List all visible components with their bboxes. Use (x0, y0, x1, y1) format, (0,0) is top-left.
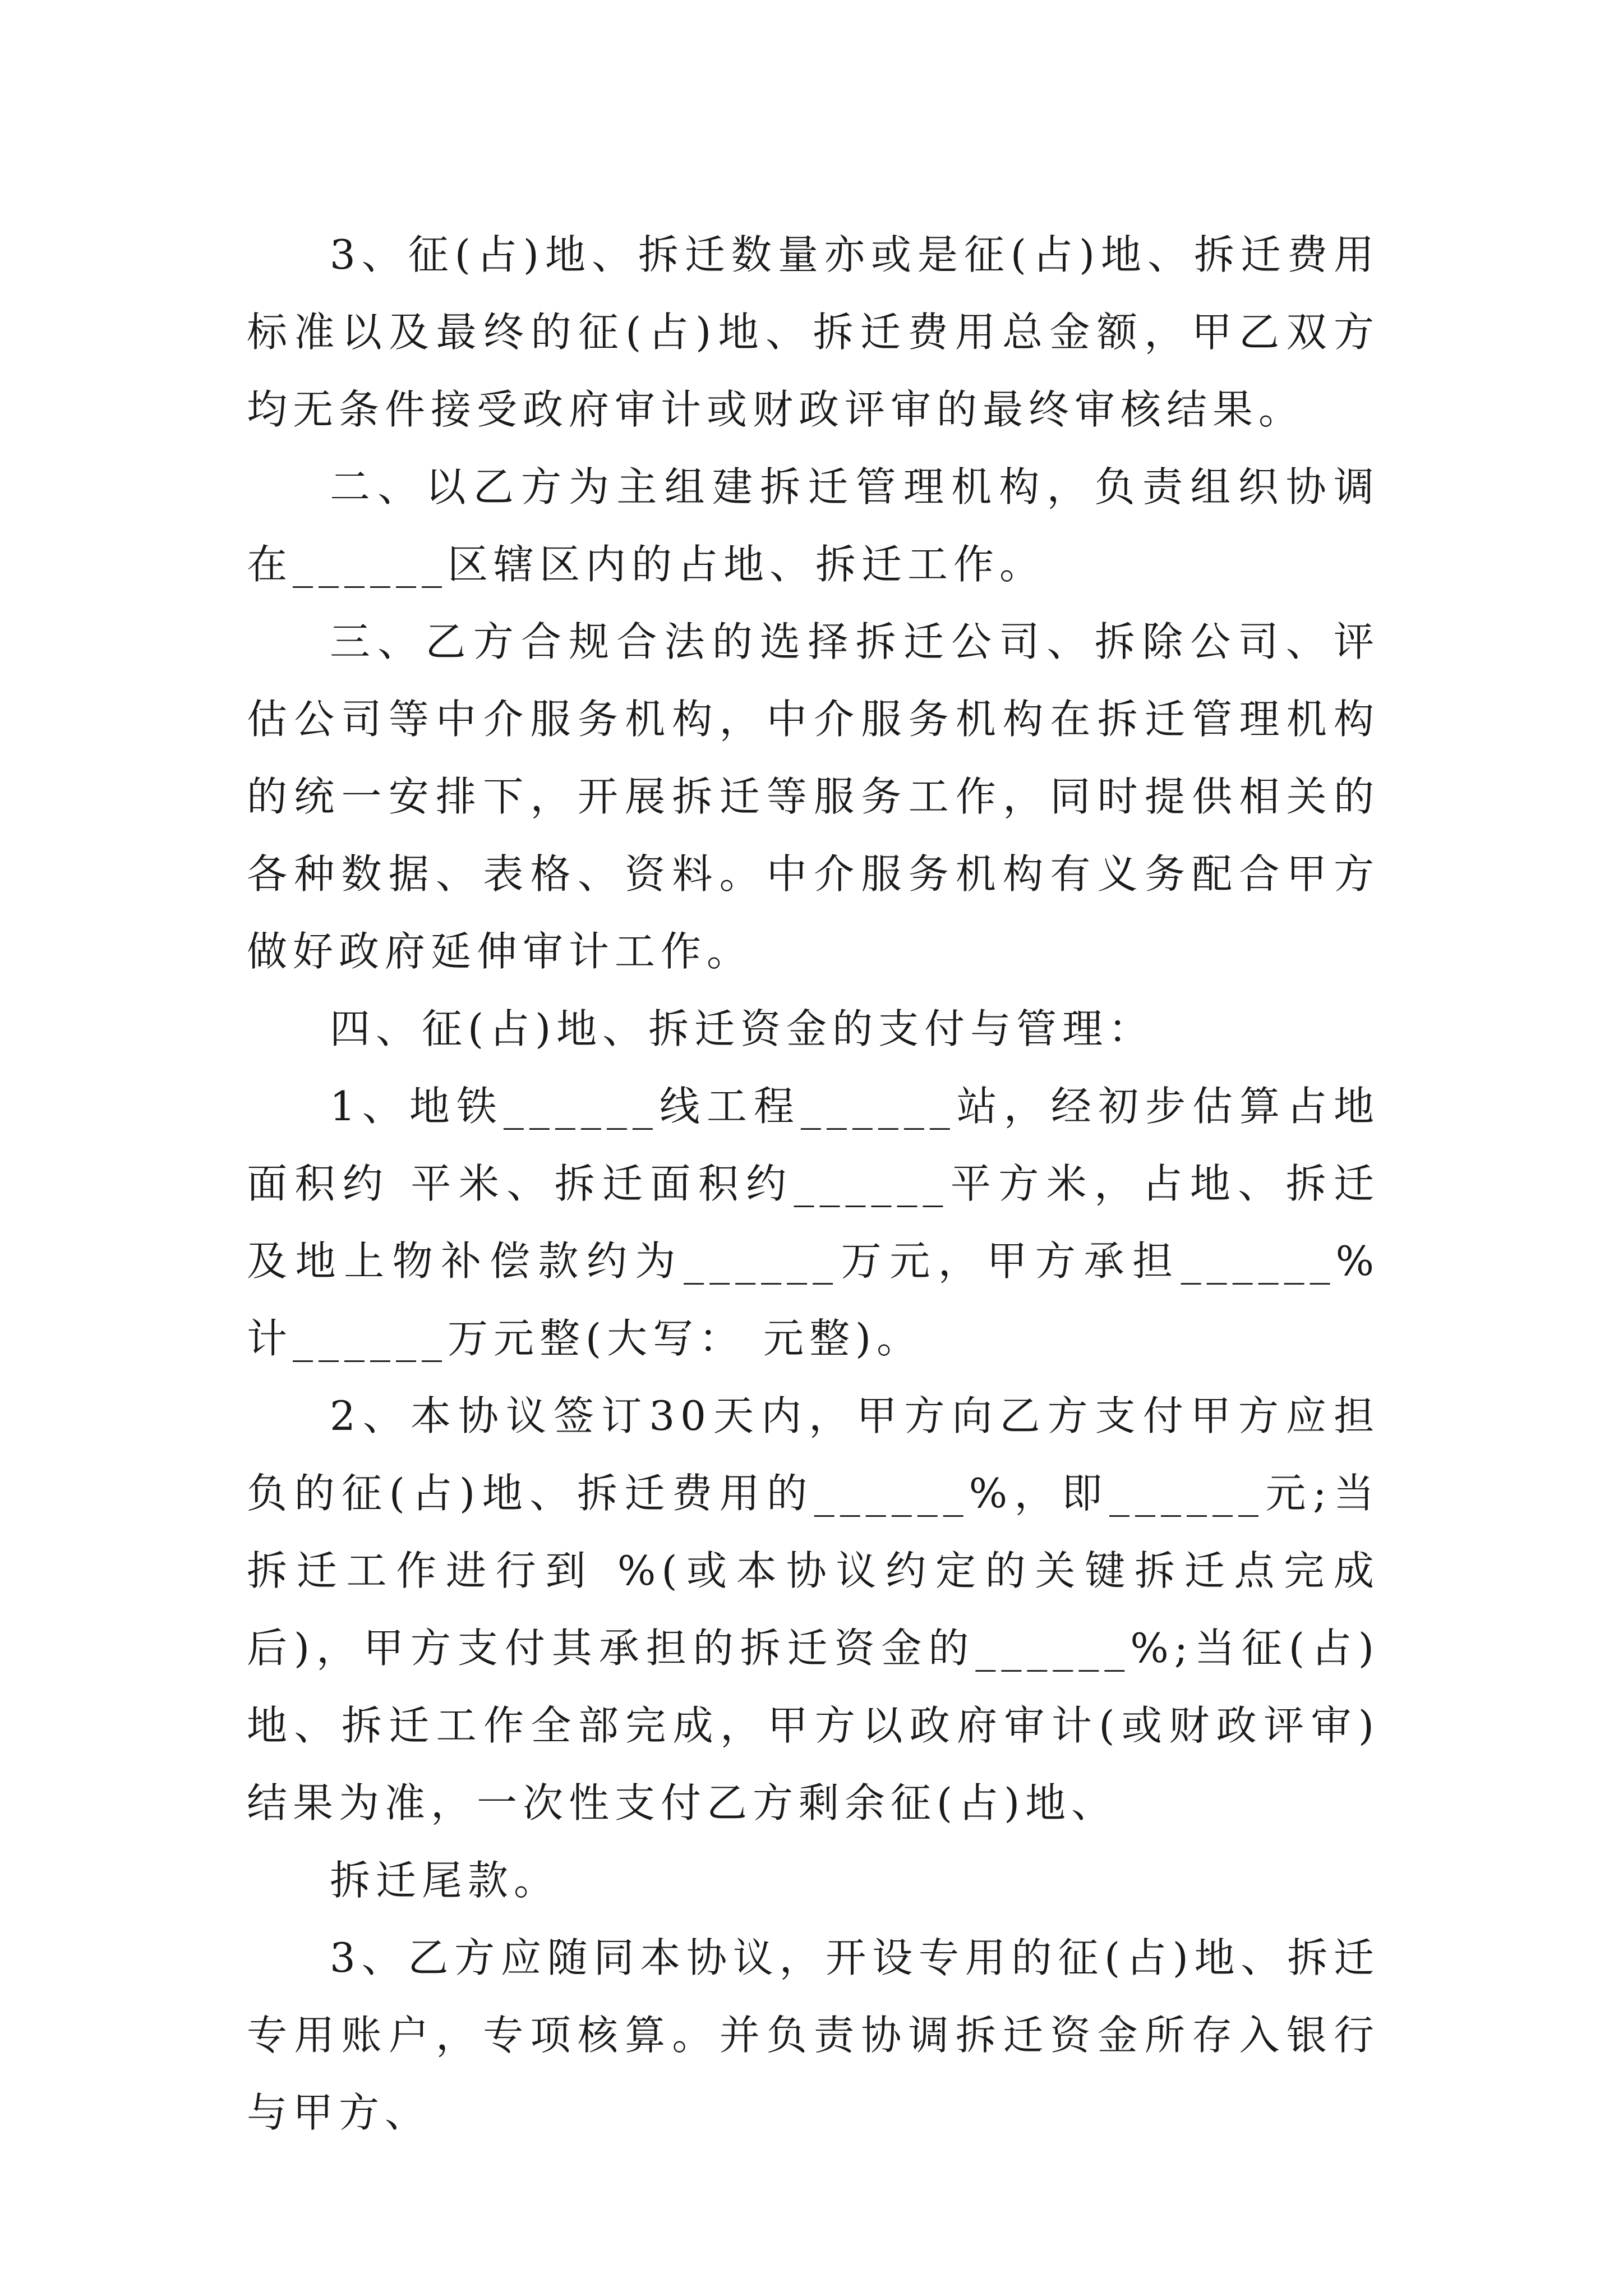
document-body (247, 216, 1380, 2151)
paragraph-2: 二、以乙方为主组建拆迁管理机构，负责组织协调在______区辖区内的占地、拆迁工作。 (247, 463, 1380, 588)
paragraph-1: 3、征(占)地、拆迁数量亦或是征(占)地、拆迁费用标准以及最终的征(占)地、拆迁费用总金额，甲乙双方均无条件接受政府审计或财政评审的最终审核结果。 (247, 231, 1380, 433)
paragraph-3: 三、乙方合规合法的选择拆迁公司、拆除公司、评估公司等中介服务机构，中介服务机构在拆迁管理机构的统一安排下，开展拆迁等服务工作，同时提供相关的各种数据、表格、资料。中介服务机构有义务配合甲方做好政府延伸审计工作。 (247, 618, 1380, 975)
paragraph-8: 3、乙方应随同本协议，开设专用的征(占)地、拆迁专用账户，专项核算。并负责协调拆迁资金所存入银行与甲方、 (247, 1934, 1380, 2136)
paragraph-6: 2、本协议签订30天内，甲方向乙方支付甲方应担负的征(占)地、拆迁费用的______%，即______元;当拆迁工作进行到 %(或本协议约定的关键拆迁点完成后)，甲方支付其承担的拆迁资金的______%;当征(占)地、拆迁工作全部完成，甲方以政府审计(或财政评审)结果为准，一次性支付乙方剩余征(占)地、 (247, 1392, 1380, 1826)
paragraph-7: 拆迁尾款。 (330, 1857, 560, 1904)
paragraph-5: 1、地铁______线工程______站，经初步估算占地面积约 平米、拆迁面积约______平方米，占地、拆迁及地上物补偿款约为______万元，甲方承担______%计______万元整(大写： 元整)。 (247, 1083, 1380, 1362)
paragraph-4: 四、征(占)地、拆迁资金的支付与管理： (330, 1005, 1155, 1052)
